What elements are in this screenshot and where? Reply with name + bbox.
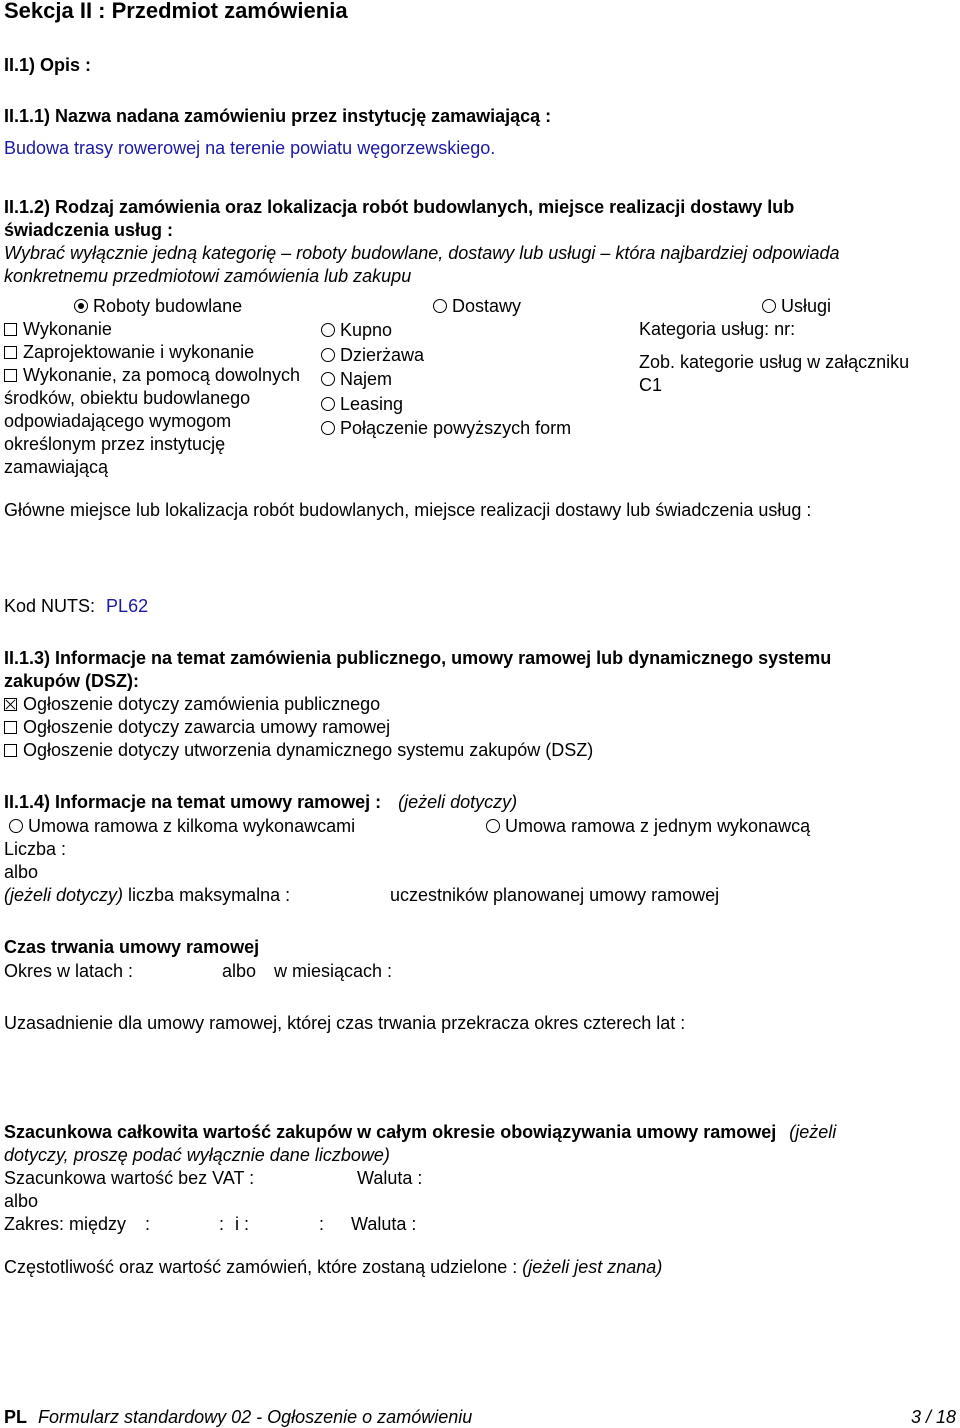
- radio-supply-combination[interactable]: [321, 417, 571, 439]
- radio-icon: [321, 421, 335, 435]
- frequency: [4, 1256, 662, 1278]
- framework-single-label: Umowa ramowa z jednym wykonawcą: [505, 816, 811, 836]
- works-option-cont: środków, obiektu budowlanego: [4, 388, 251, 408]
- supply-option-label: Kupno: [340, 320, 393, 340]
- heading-ii1: II.1) Opis :: [4, 55, 92, 75]
- supply-option-label: Leasing: [340, 394, 404, 414]
- currency-label: Waluta :: [357, 1168, 423, 1188]
- radio-supply-leasing[interactable]: [321, 393, 403, 415]
- footer-form: Formularz standardowy 02 - Ogłoszenie o zamówieniu: [38, 1407, 473, 1427]
- estimate-hint: (jeżeli: [789, 1122, 837, 1142]
- nuts-value: PL62: [106, 596, 149, 616]
- estimate-title: Szacunkowa całkowita wartość zakupów w całym okresie obowiązywania umowy ramowej: [4, 1122, 777, 1142]
- ii13-option-label: Ogłoszenie dotyczy zamówienia publicznego: [23, 694, 381, 714]
- works-option-cont: zamawiającą: [4, 457, 109, 477]
- checkbox-icon: [4, 721, 17, 734]
- location-label: Główne miejsce lub lokalizacja robót budowlanych, miejsce realizacji dostawy lub świadczenia usług :: [4, 500, 812, 520]
- max-hint: (jeżeli dotyczy): [4, 885, 124, 905]
- checkbox-icon: [4, 369, 17, 382]
- currency-label: Waluta :: [351, 1214, 417, 1234]
- radio-supplies-label: Dostawy: [452, 296, 522, 316]
- range-colon: :: [219, 1214, 225, 1234]
- heading-ii11: II.1.1) Nazwa nadana zamówieniu przez instytucję zamawiającą :: [4, 106, 552, 126]
- heading-ii12: II.1.2) Rodzaj zamówienia oraz lokalizacja robót budowlanych, miejsce realizacji dostawy lub: [4, 197, 795, 217]
- checkbox-framework[interactable]: [4, 716, 390, 738]
- checkbox-works-design-execution[interactable]: [4, 341, 254, 363]
- checkbox-icon: [4, 744, 17, 757]
- years-label: Okres w latach :: [4, 961, 134, 981]
- checkbox-works-execution[interactable]: [4, 318, 112, 340]
- frequency-hint: (jeżeli jest znana): [522, 1257, 663, 1277]
- heading-ii14: [4, 791, 517, 813]
- radio-icon: [321, 348, 335, 362]
- radio-icon: [486, 819, 500, 833]
- checkbox-checked-icon: [4, 698, 17, 711]
- duration-title: Czas trwania umowy ramowej: [4, 937, 260, 957]
- range-colon: :: [145, 1214, 151, 1234]
- justification-label: Uzasadnienie dla umowy ramowej, której czas trwania przekracza okres czterech lat :: [4, 1013, 686, 1033]
- checkbox-works-any-means[interactable]: [4, 364, 300, 386]
- service-note-cont: C1: [639, 375, 663, 395]
- radio-icon: [321, 372, 335, 386]
- radio-icon: [762, 299, 776, 313]
- radio-works-label: Roboty budowlane: [93, 296, 243, 316]
- ii12-hint-cont: konkretnemu przedmiotowi zamówienia lub zakupu: [4, 266, 412, 286]
- service-note: Zob. kategorie usług w załączniku: [639, 352, 910, 372]
- range-label: Zakres: między: [4, 1214, 127, 1234]
- nuts-label: Kod NUTS:: [4, 596, 96, 616]
- heading-ii12-cont: świadczenia usług :: [4, 220, 174, 240]
- radio-supplies[interactable]: [433, 295, 521, 317]
- service-category: Kategoria usług: nr:: [639, 319, 796, 339]
- frequency-label: Częstotliwość oraz wartość zamówień, które zostaną udzielone :: [4, 1257, 518, 1277]
- works-option-label: Wykonanie, za pomocą dowolnych: [23, 365, 300, 385]
- supply-option-label: Najem: [340, 369, 393, 389]
- checkbox-icon: [4, 346, 17, 359]
- footer-page: 3 / 18: [910, 1407, 956, 1427]
- count-label: Liczba :: [4, 839, 67, 859]
- radio-supply-rental[interactable]: [321, 368, 392, 390]
- ii14-hint: (jeżeli dotyczy): [398, 792, 518, 812]
- radio-icon: [321, 323, 335, 337]
- radio-works[interactable]: [74, 295, 242, 317]
- ii14-label: II.1.4) Informacje na temat umowy ramowej :: [4, 792, 382, 812]
- ii13-option-label: Ogłoszenie dotyczy utworzenia dynamicznego systemu zakupów (DSZ): [23, 740, 594, 760]
- ii13-option-label: Ogłoszenie dotyczy zawarcia umowy ramowej: [23, 717, 391, 737]
- radio-supply-purchase[interactable]: [321, 319, 392, 341]
- nuts-code: [4, 595, 148, 617]
- heading-ii13-cont: zakupów (DSZ):: [4, 671, 139, 691]
- checkbox-dps[interactable]: [4, 739, 593, 761]
- works-option-cont: odpowiadającego wymogom: [4, 411, 232, 431]
- works-option-label: Wykonanie: [23, 319, 112, 339]
- radio-selected-icon: [74, 299, 88, 313]
- radio-services[interactable]: [762, 295, 831, 317]
- ii12-hint: Wybrać wyłącznie jedną kategorię – roboty budowlane, dostawy lub usługi – która najbardziej odpowiada: [4, 243, 840, 263]
- works-option-label: Zaprojektowanie i wykonanie: [23, 342, 255, 362]
- footer: [4, 1406, 956, 1428]
- radio-icon: [321, 397, 335, 411]
- supply-option-label: Połączenie powyższych form: [340, 418, 572, 438]
- supply-option-label: Dzierżawa: [340, 345, 425, 365]
- no-vat-label: Szacunkowa wartość bez VAT :: [4, 1168, 255, 1188]
- radio-icon: [9, 819, 23, 833]
- max-label: liczba maksymalna :: [128, 885, 291, 905]
- radio-framework-single[interactable]: [486, 815, 810, 837]
- radio-supply-lease[interactable]: [321, 344, 424, 366]
- months-label: w miesiącach :: [274, 961, 393, 981]
- range-and-label: i :: [235, 1214, 250, 1234]
- checkbox-public-contract[interactable]: [4, 693, 380, 715]
- radio-icon: [433, 299, 447, 313]
- estimate-heading: [4, 1121, 836, 1143]
- checkbox-icon: [4, 323, 17, 336]
- radio-services-label: Usługi: [781, 296, 832, 316]
- radio-framework-multi[interactable]: [9, 815, 355, 837]
- participants-label: uczestników planowanej umowy ramowej: [390, 885, 720, 905]
- footer-lang: PL: [4, 1407, 28, 1427]
- estimate-hint-cont: dotyczy, proszę podać wyłącznie dane liczbowe): [4, 1145, 390, 1165]
- albo-label: albo: [4, 862, 39, 882]
- contract-name: Budowa trasy rowerowej na terenie powiatu węgorzewskiego.: [4, 138, 496, 158]
- range-colon: :: [319, 1214, 325, 1234]
- works-option-cont: określonym przez instytucję: [4, 434, 226, 454]
- heading-ii13: II.1.3) Informacje na temat zamówienia publicznego, umowy ramowej lub dynamicznego systemu: [4, 648, 832, 668]
- section-title: Sekcja II : Przedmiot zamówienia: [4, 0, 348, 23]
- albo-label: albo: [4, 1191, 39, 1211]
- framework-multi-label: Umowa ramowa z kilkoma wykonawcami: [28, 816, 356, 836]
- albo-label: albo: [222, 961, 257, 981]
- max-count: [4, 884, 290, 906]
